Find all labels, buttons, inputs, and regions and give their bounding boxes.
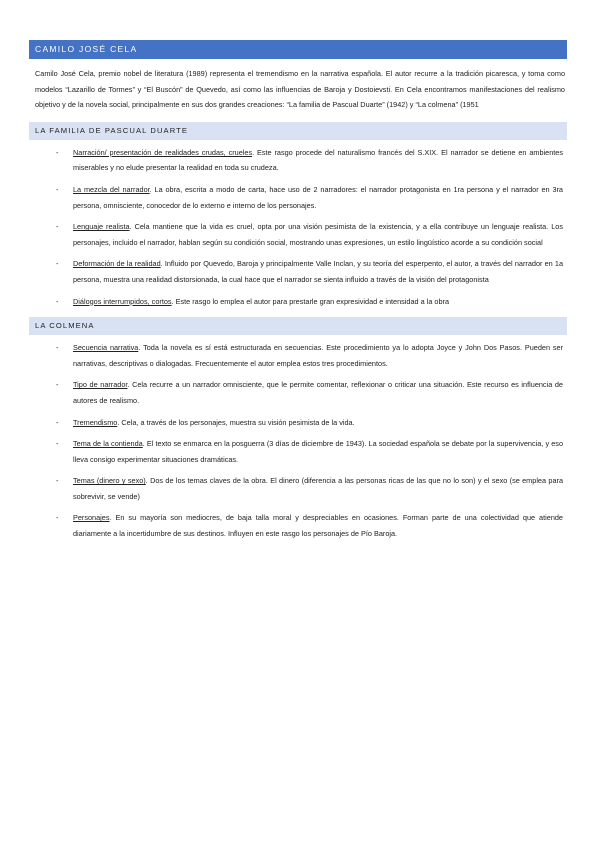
dash-bullet-icon: - <box>56 380 59 390</box>
list-item <box>29 182 567 213</box>
item-text: . El texto se enmarca en la posguerra (3 días de diciembre de 1943). La sociedad española se debate por la supervivencia, y eso lleva consigo experimentar situaciones dramáticas. <box>73 439 564 464</box>
section-heading-text: LA COLMENA <box>35 321 95 331</box>
item-term: Lenguaje realista <box>73 222 130 232</box>
dash-bullet-icon: - <box>56 513 59 523</box>
list-item <box>29 510 567 541</box>
item-term: Narración/ presentación de realidades crudas, crueles <box>73 147 253 157</box>
dash-bullet-icon: - <box>56 417 59 427</box>
item-term: Personajes <box>73 513 110 523</box>
document-page <box>29 40 567 548</box>
list-item <box>29 473 567 504</box>
dash-bullet-icon: - <box>56 222 59 232</box>
item-term: Deformación de la realidad <box>73 259 161 269</box>
section-heading-text: LA FAMILIA DE PASCUAL DUARTE <box>35 125 189 135</box>
heading-text: CAMILO JOSÉ CELA <box>35 44 138 54</box>
item-text: . Dos de los temas claves de la obra. El dinero (diferencia a las personas ricas de las que no lo son) y el sexo (se emplea para sobrevivir, se vende) <box>73 476 563 501</box>
list-item <box>29 145 567 176</box>
dash-bullet-icon: - <box>56 476 59 486</box>
item-text: . Cela recurre a un narrador omnisciente, que le permite comentar, reflexionar o criticar una situación. Este recurso es influencia de autores de realismo. <box>73 380 563 405</box>
dash-bullet-icon: - <box>56 343 59 353</box>
list-item <box>29 219 567 250</box>
section-heading-pascual-duarte <box>29 122 567 140</box>
list-item <box>29 415 567 431</box>
dash-bullet-icon: - <box>56 259 59 269</box>
item-text: . Toda la novela es sí está estructurada en secuencias. Este procedimiento ya lo adopta Joyce y John Dos Pasos. Pueden ser narrativas, descriptivas o dialogadas. Frecuentemente el autor emplea estos tres procedimientos. <box>73 343 564 368</box>
item-text: . Cela mantiene que la vida es cruel, opta por una visión pesimista de la existencia, y a ella contribuye un lenguaje realista. Los personajes, incluido el narrador, hablan según su condición social, mostrando unas expresiones, un estilo lingüístico acorde a su condición social <box>73 222 563 247</box>
dash-bullet-icon: - <box>56 439 59 449</box>
item-text: . Este rasgo lo emplea el autor para prestarle gran expresividad e intensidad a la obra <box>171 296 450 306</box>
item-text: . Influido por Quevedo, Baroja y principalmente Valle Inclan, y su teoría del esperpento, el autor, a través del narrador en 1a persona, muestra una realidad distorsionada, la cual hace que el narrador se sienta influido a través de la visión del protagonista <box>73 259 563 284</box>
item-term: Tema de la contienda <box>73 439 143 449</box>
item-text: . La obra, escrita a modo de carta, hace uso de 2 narradores: el narrador protagonista en 1ra persona y el narrador en 3ra persona, omnisciente, conocedor de lo externo e interno de los personajes. <box>73 184 563 210</box>
pascual-duarte-list <box>29 145 567 309</box>
item-text: . En su mayoría son mediocres, de baja talla moral y despreciables en ocasiones. Forman parte de una colectividad que atiende diariamente a la incertidumbre de sus destinos. Influyen en este rasgo los personajes de Pío Baroja. <box>73 513 563 539</box>
item-term: Secuencia narrativa <box>73 343 139 353</box>
dash-bullet-icon: - <box>56 184 59 194</box>
item-term: La mezcla del narrador <box>73 184 150 194</box>
la-colmena-list <box>29 340 567 542</box>
list-item <box>29 377 567 408</box>
dash-bullet-icon: - <box>56 147 59 157</box>
section-heading-la-colmena <box>29 317 567 335</box>
list-item <box>29 256 567 287</box>
item-text: . Este rasgo procede del naturalismo francés del S.XIX. El narrador se detiene en ambientes miserables y no elude presentar la realidad en toda su crudeza. <box>73 147 563 173</box>
dash-bullet-icon: - <box>56 296 59 306</box>
list-item <box>29 436 567 467</box>
item-term: Tipo de narrador <box>73 380 128 390</box>
item-term: Diálogos interrumpidos, cortos <box>73 296 172 306</box>
list-item <box>29 340 567 371</box>
heading-camilo-jose-cela <box>29 40 567 59</box>
intro-paragraph: Camilo José Cela, premio nobel de literatura (1989) representa el tremendismo en la narrativa española. El autor recurre a la tradición picaresca, y toma como modelos “Lazarillo de Tormes” y “El Buscón” de Quevedo, así como las influencias de Baroja y Dostoievsti. En Cela encontramos manifestaciones del realismo objetivo y de la novela social, principalmente en sus dos grandes creaciones: “La familia de Pascual Duarte” (1942) y “La colmena” (1951 <box>35 69 565 110</box>
list-item <box>29 294 567 310</box>
item-term: Tremendismo <box>73 417 118 427</box>
item-text: . Cela, a través de los personajes, muestra su visión pesimista de la vida. <box>117 417 355 427</box>
item-term: Temas (dinero y sexo) <box>73 476 146 486</box>
